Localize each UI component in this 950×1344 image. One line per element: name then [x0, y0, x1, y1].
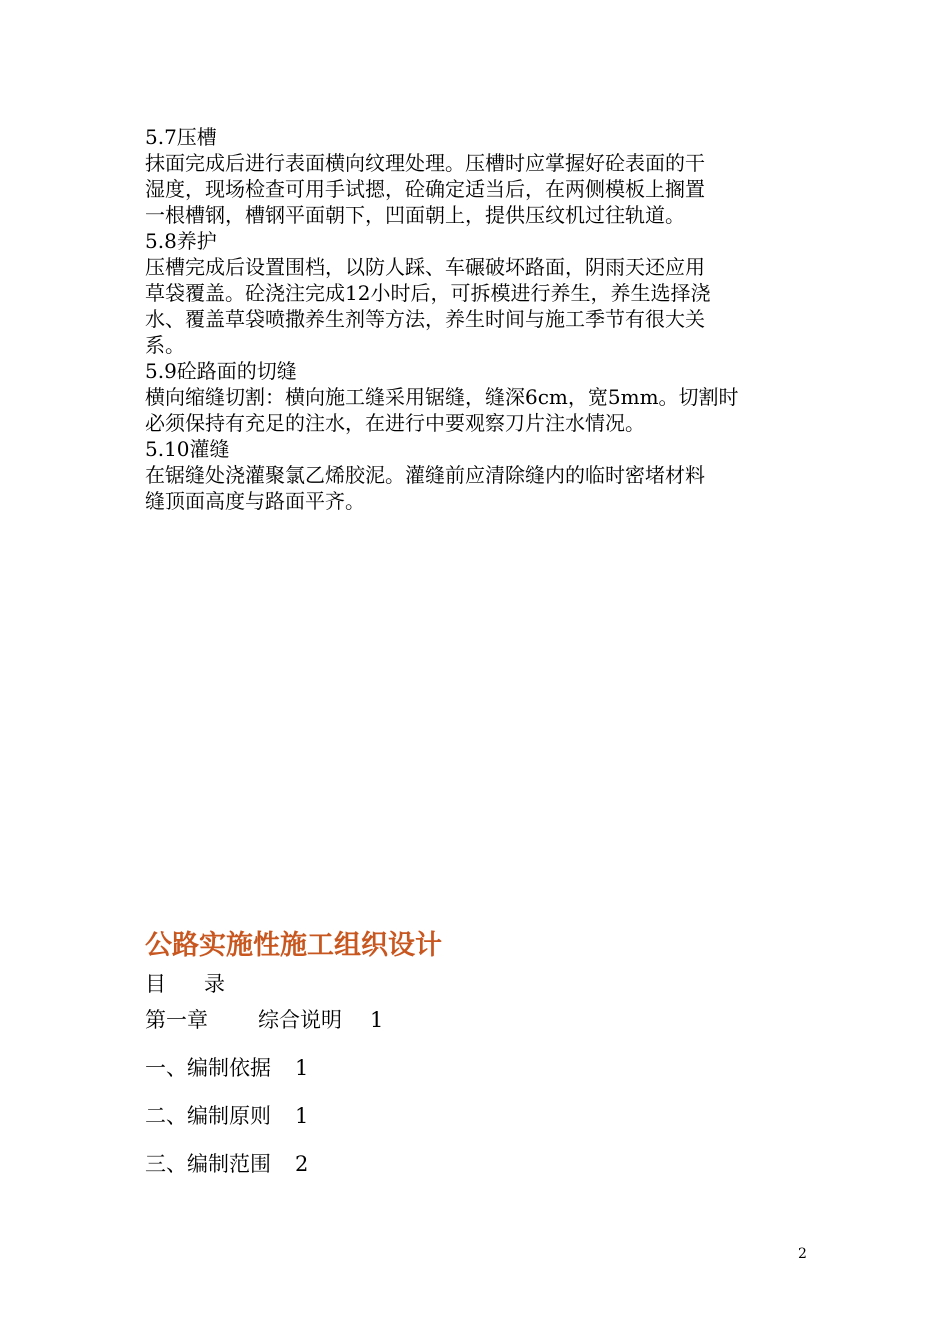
section-line: 湿度，现场检查可用手试摁，砼确定适当后，在两侧模板上搁置	[145, 177, 705, 201]
section-line: 系。	[145, 333, 185, 357]
toc-entry-label: 一、编制依据	[145, 1056, 271, 1080]
section-line: 抹面完成后进行表面横向纹理处理。压槽时应掌握好砼表面的干	[145, 151, 705, 175]
toc-entry[interactable]	[145, 1052, 383, 1084]
section-heading-5-7: 5.7压槽	[145, 125, 217, 149]
section-line: 缝顶面高度与路面平齐。	[145, 489, 365, 513]
toc-page-number: 1	[295, 1104, 309, 1128]
document-title: 公路实施性施工组织设计	[145, 930, 442, 961]
toc-page-number: 1	[370, 1008, 384, 1032]
section-line: 一根槽钢，槽钢平面朝下，凹面朝上，提供压纹机过往轨道。	[145, 203, 685, 227]
toc-heading-char: 目	[145, 972, 166, 996]
section-heading-5-9: 5.9砼路面的切缝	[145, 359, 297, 383]
toc-entry-label: 二、编制原则	[145, 1104, 271, 1128]
toc-entry[interactable]	[145, 1100, 383, 1132]
toc-chapter-title: 综合说明	[258, 1008, 342, 1032]
section-line: 草袋覆盖。砼浇注完成12小时后，可拆模进行养生，养生选择浇	[145, 281, 711, 305]
section-line: 必须保持有充足的注水，在进行中要观察刀片注水情况。	[145, 411, 645, 435]
toc-heading-char: 录	[204, 972, 225, 996]
section-line: 压槽完成后设置围档，以防人踩、车碾破坏路面，阴雨天还应用	[145, 255, 705, 279]
toc-entry[interactable]	[145, 1148, 383, 1180]
toc-page-number: 2	[295, 1152, 309, 1176]
body-text	[145, 124, 810, 514]
toc-page-number: 1	[295, 1056, 309, 1080]
toc-entry-chapter-1[interactable]	[145, 1004, 383, 1036]
section-line: 横向缩缝切割：横向施工缝采用锯缝，缝深6cm，宽5mm。切割时	[145, 385, 739, 409]
toc-chapter-label: 第一章	[145, 1008, 208, 1032]
section-line: 在锯缝处浇灌聚氯乙烯胶泥。灌缝前应清除缝内的临时密堵材料	[145, 463, 705, 487]
page-number: 2	[798, 1246, 807, 1262]
toc-entry-label: 三、编制范围	[145, 1152, 271, 1176]
toc-heading	[145, 968, 383, 1000]
section-heading-5-10: 5.10灌缝	[145, 437, 230, 461]
section-heading-5-8: 5.8养护	[145, 229, 217, 253]
section-line: 水、覆盖草袋喷撒养生剂等方法，养生时间与施工季节有很大关	[145, 307, 705, 331]
table-of-contents	[145, 968, 383, 1196]
